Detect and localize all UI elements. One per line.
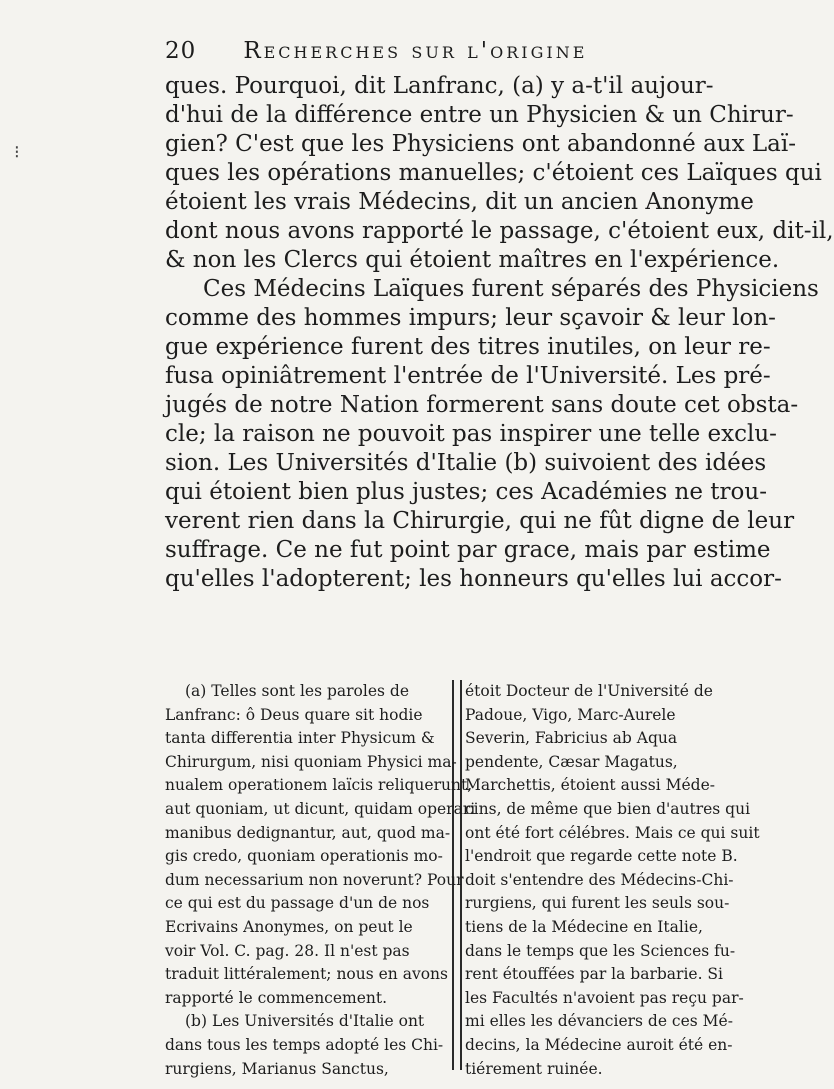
text-line: cle; la raison ne pouvoit pas inspirer une telle exclu- [165, 421, 777, 447]
text-line: dont nous avons rapporté le passage, c'étoient eux, dit-il, [165, 218, 834, 244]
running-title: Recherches sur l'origine [243, 38, 588, 64]
footnote-line: Padoue, Vigo, Marc-Aurele [465, 705, 676, 724]
footnote-line: rapporté le commencement. [165, 988, 388, 1007]
footnote-line: (a) Telles sont les paroles de [185, 682, 409, 700]
footnotes-left-column [165, 680, 476, 1081]
footnote-line: nualem operationem laïcis reliquerunt, [165, 776, 473, 795]
footnote-line: l'endroit que regarde cette note B. [465, 847, 738, 866]
text-line: qu'elles l'adopterent; les honneurs qu'elles lui accor- [165, 566, 782, 592]
text-line: étoient les vrais Médecins, dit un ancien Anonyme [165, 189, 754, 215]
text-line: verent rien dans la Chirurgie, qui ne fût digne de leur [165, 508, 795, 534]
footnote-line: dans tous les temps adopté les Chi- [165, 1035, 444, 1054]
text-line: & non les Clercs qui étoient maîtres en l'expérience. [165, 247, 780, 273]
footnote-line: ce qui est du passage d'un de nos [165, 894, 430, 913]
text-line: suffrage. Ce ne fut point par grace, mais par estime [165, 537, 771, 563]
main-text [165, 72, 834, 594]
text-line: ques. Pourquoi, dit Lanfranc, (a) y a-t'il aujour- [165, 73, 714, 99]
footnote-line: pendente, Cæsar Magatus, [465, 752, 678, 771]
footnote-line: Severin, Fabricius ab Aqua [465, 729, 678, 748]
text-line: gue expérience furent des titres inutiles, on leur re- [165, 334, 771, 360]
footnote-line: les Facultés n'avoient pas reçu par- [465, 988, 744, 1007]
footnote-line: dum necessarium non noverunt? Pour [165, 870, 464, 889]
footnote-line: doit s'entendre des Médecins-Chi- [465, 870, 734, 889]
margin-mark: ⁝ [14, 142, 20, 163]
footnote-line: traduit littéralement; nous en avons [165, 965, 448, 984]
footnote-line: dans le temps que les Sciences fu- [465, 941, 736, 960]
footnote-line: tiérement ruinée. [465, 1059, 603, 1078]
running-head [165, 38, 765, 64]
footnote-line: gis credo, quoniam operationis mo- [165, 847, 443, 866]
footnote-line: tanta differentia inter Physicum & [165, 729, 435, 748]
footnote-line: mi elles les dévanciers de ces Mé- [465, 1012, 733, 1031]
footnote-line: Marchettis, étoient aussi Méde- [465, 776, 715, 795]
text-line: qui étoient bien plus justes; ces Académies ne trou- [165, 479, 767, 505]
footnote-line: Ecrivains Anonymes, on peut le [165, 917, 413, 936]
footnote-line: voir Vol. C. pag. 28. Il n'est pas [165, 941, 410, 960]
footnote-line: ont été fort célébres. Mais ce qui suit [465, 823, 760, 842]
text-line: fusa opiniâtrement l'entrée de l'Université. Les pré- [165, 363, 771, 389]
text-line: sion. Les Universités d'Italie (b) suivoient des idées [165, 450, 767, 476]
text-line: Ces Médecins Laïques furent séparés des Physiciens [203, 276, 819, 302]
page-number: 20 [165, 38, 197, 64]
footnote-line: rurgiens, Marianus Sanctus, [165, 1059, 389, 1078]
footnote-line: (b) Les Universités d'Italie ont [185, 1012, 425, 1031]
text-line: ques les opérations manuelles; c'étoient ces Laïques qui [165, 160, 822, 186]
text-line: d'hui de la différence entre un Physicien & un Chirur- [165, 102, 794, 128]
footnote-line: rurgiens, qui furent les seuls sou- [465, 894, 730, 913]
footnote-line: cins, de même que bien d'autres qui [465, 799, 751, 818]
footnote-line: decins, la Médecine auroit été en- [465, 1035, 733, 1054]
footnote-line: étoit Docteur de l'Université de [465, 682, 713, 700]
footnote-line: Lanfranc: ô Deus quare sit hodie [165, 705, 423, 724]
footnotes-right-column [465, 680, 760, 1081]
footnote-line: manibus dedignantur, aut, quod ma- [165, 823, 451, 842]
footnote-line: Chirurgum, nisi quoniam Physici ma- [165, 752, 457, 771]
text-line: gien? C'est que les Physiciens ont abandonné aux Laï- [165, 131, 797, 157]
footnote-line: tiens de la Médecine en Italie, [465, 917, 703, 936]
footnote-line: aut quoniam, ut dicunt, quidam operari [165, 799, 476, 818]
footnote-line: rent étouffées par la barbarie. Si [465, 965, 724, 984]
text-line: jugés de notre Nation formerent sans doute cet obsta- [165, 392, 799, 418]
text-line: comme des hommes impurs; leur sçavoir & leur lon- [165, 305, 776, 331]
